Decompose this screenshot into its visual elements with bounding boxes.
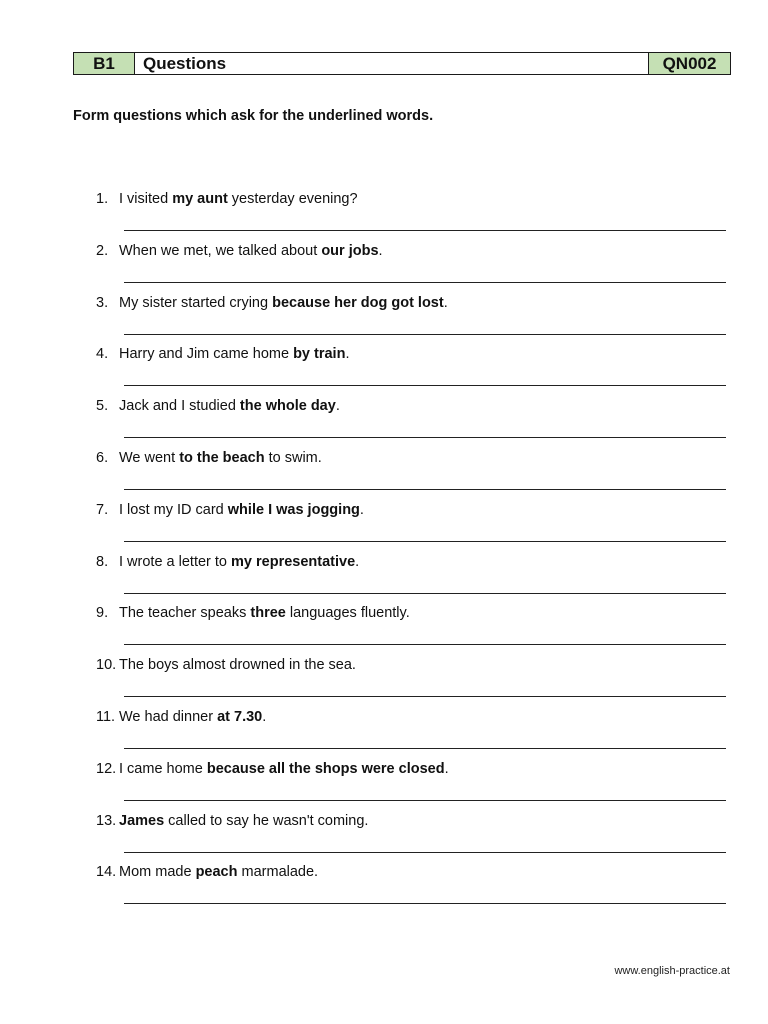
answer-line[interactable] — [124, 385, 726, 386]
question-text-before: The teacher speaks — [119, 605, 251, 622]
question-line — [96, 863, 726, 881]
question-target-words: the whole day — [239, 398, 336, 415]
question-target-words: at 7.30 — [217, 708, 263, 725]
question-text — [119, 190, 358, 208]
question-item — [96, 863, 726, 915]
question-text-before: I came home — [119, 760, 207, 777]
question-text-before: I wrote a letter to — [119, 553, 232, 570]
question-line — [96, 294, 726, 312]
answer-line[interactable] — [124, 230, 726, 231]
question-text-after: . — [444, 760, 449, 777]
answer-line[interactable] — [124, 489, 726, 490]
question-item — [96, 190, 726, 242]
question-line — [96, 397, 726, 415]
question-text-before: The boys almost drowned in the sea. — [119, 657, 356, 674]
question-target-words: our jobs — [321, 242, 379, 259]
question-number: 3. — [96, 294, 109, 311]
question-target-words: peach — [195, 864, 238, 881]
question-item — [96, 345, 726, 397]
question-target-words: because all the shops were closed — [206, 760, 445, 777]
question-text-after: . — [355, 553, 360, 570]
question-target-words: while I was jogging — [227, 501, 360, 518]
worksheet-code: QN002 — [648, 53, 730, 74]
question-number: 4. — [96, 346, 109, 363]
question-item — [96, 812, 726, 864]
question-line — [96, 708, 726, 726]
question-text — [119, 812, 368, 830]
question-item — [96, 242, 726, 294]
question-text — [119, 708, 266, 726]
question-target-words: because her dog got lost — [272, 294, 444, 311]
question-target-words: James — [119, 812, 165, 829]
question-item — [96, 501, 726, 553]
question-text-after: called to say he wasn't coming. — [164, 812, 369, 829]
question-text-after: yesterday evening? — [227, 191, 358, 207]
answer-line[interactable] — [124, 282, 726, 283]
question-text-after: . — [262, 708, 267, 725]
answer-line[interactable] — [124, 748, 726, 749]
question-target-words: to the beach — [179, 449, 265, 466]
question-number: 6. — [96, 449, 109, 466]
question-text — [119, 397, 340, 415]
question-text-after: marmalade. — [237, 864, 319, 881]
question-line — [96, 501, 726, 519]
question-text — [119, 345, 349, 363]
answer-line[interactable] — [124, 696, 726, 697]
answer-line[interactable] — [124, 437, 726, 438]
answer-line[interactable] — [124, 800, 726, 801]
question-text — [119, 294, 448, 312]
question-item — [96, 708, 726, 760]
question-text — [119, 242, 383, 260]
question-number: 12. — [96, 760, 117, 777]
answer-line[interactable] — [124, 541, 726, 542]
question-text-before: My sister started crying — [119, 294, 273, 311]
worksheet-title: Questions — [135, 53, 648, 74]
question-target-words: my representative — [231, 553, 356, 570]
question-text-before: I lost my ID card — [119, 501, 228, 518]
question-text-after: to swim. — [264, 449, 322, 466]
question-text — [119, 449, 322, 467]
question-text — [119, 501, 364, 519]
question-text-before: Harry and Jim came home — [119, 346, 294, 363]
question-line — [96, 449, 726, 467]
question-text-after: . — [345, 346, 350, 363]
question-text-before: Mom made — [119, 864, 196, 881]
question-number: 14. — [96, 864, 117, 881]
question-number: 2. — [96, 242, 109, 259]
question-number: 11. — [96, 708, 116, 725]
instruction-text: Form questions which ask for the underlined words. — [73, 108, 434, 124]
question-item — [96, 449, 726, 501]
question-item — [96, 397, 726, 449]
answer-line[interactable] — [124, 852, 726, 853]
answer-line[interactable] — [124, 593, 726, 594]
question-item — [96, 294, 726, 346]
footer-url: www.english-practice.at — [614, 965, 730, 977]
question-text-after: . — [378, 242, 383, 259]
question-line — [96, 242, 726, 260]
question-text-after: . — [359, 501, 364, 518]
question-line — [96, 190, 726, 208]
question-item — [96, 760, 726, 812]
question-text-after: languages fluently. — [285, 605, 410, 622]
question-number: 13. — [96, 812, 117, 829]
question-number: 7. — [96, 501, 109, 518]
answer-line[interactable] — [124, 644, 726, 645]
question-number: 9. — [96, 605, 109, 622]
question-number: 5. — [96, 398, 109, 415]
question-text-before: We went — [119, 449, 180, 466]
question-text-before: We had dinner — [119, 708, 218, 725]
question-line — [96, 604, 726, 622]
question-line — [96, 760, 726, 778]
question-target-words: my aunt — [172, 191, 228, 207]
question-text — [119, 760, 449, 778]
question-text-before: When we met, we talked about — [119, 242, 322, 259]
question-line — [96, 656, 726, 674]
question-list — [96, 190, 726, 915]
question-item — [96, 553, 726, 605]
question-line — [96, 812, 726, 830]
question-text-before: Jack and I studied — [119, 398, 240, 415]
question-number: 10. — [96, 657, 117, 674]
question-text-after: . — [443, 294, 448, 311]
question-number: 1. — [96, 191, 109, 207]
question-line — [96, 345, 726, 363]
level-cell: B1 — [74, 53, 135, 74]
question-text — [119, 863, 318, 881]
question-number: 8. — [96, 553, 109, 570]
question-text — [119, 553, 359, 571]
question-text — [119, 656, 356, 674]
answer-line[interactable] — [124, 334, 726, 335]
question-target-words: three — [250, 605, 286, 622]
answer-line[interactable] — [124, 903, 726, 904]
question-item — [96, 604, 726, 656]
question-text-after: . — [335, 398, 340, 415]
question-text-before: I visited — [119, 191, 173, 207]
question-target-words: by train — [293, 346, 346, 363]
header-table — [73, 52, 731, 75]
question-line — [96, 553, 726, 571]
question-text — [119, 604, 410, 622]
question-item — [96, 656, 726, 708]
